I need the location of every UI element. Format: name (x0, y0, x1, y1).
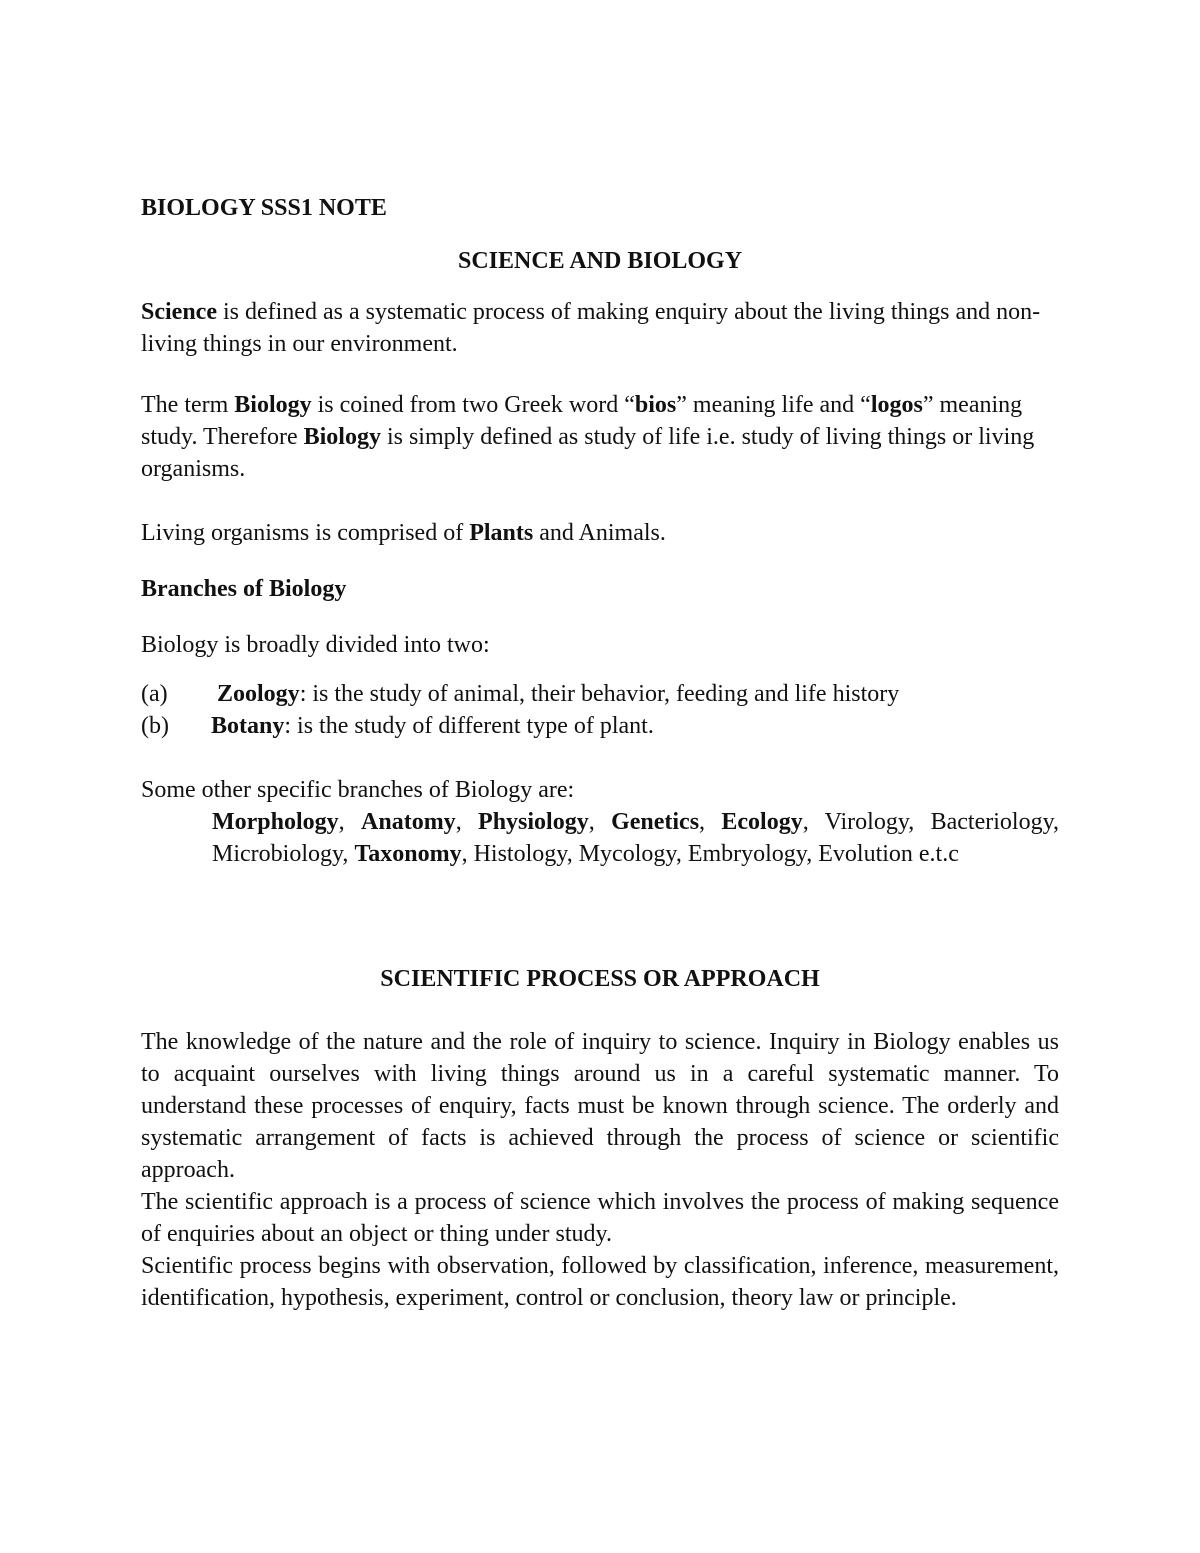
branches-list (141, 678, 1059, 742)
other-branches-intro: Some other specific branches of Biology are: (141, 777, 575, 803)
paragraph: Scientific process begins with observation, followed by classification, inference, measurement, identification, hypothesis, experiment, control or conclusion, theory law or principle. (141, 1253, 1059, 1311)
list-item (141, 678, 1059, 710)
document-title: BIOLOGY SSS1 NOTE (141, 195, 387, 221)
section-heading-scientific-process: SCIENTIFIC PROCESS OR APPROACH (380, 966, 820, 992)
science-definition: Science is defined as a systematic process of making enquiry about the living things and non-living things in our environment. (141, 299, 1041, 357)
list-item (141, 710, 1059, 742)
living-organisms-sentence: Living organisms is comprised of Plants and Animals. (141, 520, 666, 546)
paragraph: The knowledge of the nature and the role of inquiry to science. Inquiry in Biology enables us to acquaint ourselves with living things around us in a careful systematic manner. To understand these processes of enquiry, facts must be known through science. The orderly and systematic arrangement of facts is achieved through the process of science or scientific approach. (141, 1029, 1059, 1183)
scientific-process-body (141, 1026, 1059, 1314)
term-science: Science (141, 299, 217, 325)
divided-sentence: Biology is broadly divided into two: (141, 632, 490, 658)
biology-definition: The term Biology is coined from two Greek word “bios” meaning life and “logos” meaning study. Therefore Biology is simply defined as study of life i.e. study of living things or living organisms. (141, 392, 1035, 482)
list-item-text: Zoology: is the study of animal, their behavior, feeding and life history (217, 681, 900, 707)
list-marker: (a) (141, 681, 168, 707)
branches-heading: Branches of Biology (141, 576, 347, 602)
specific-branches: Morphology, Anatomy, Physiology, Genetics, Ecology, Virology, Bacteriology, Microbiology, Taxonomy, Histology, Mycology, Embryology, Evolution e.t.c (212, 809, 1060, 867)
paragraph: The scientific approach is a process of science which involves the process of making sequence of enquiries about an object or thing under study. (141, 1189, 1059, 1247)
list-marker: (b) (141, 713, 169, 739)
section-heading-science-and-biology: SCIENCE AND BIOLOGY (457, 248, 743, 274)
list-item-text: Botany: is the study of different type of plant. (211, 713, 654, 739)
